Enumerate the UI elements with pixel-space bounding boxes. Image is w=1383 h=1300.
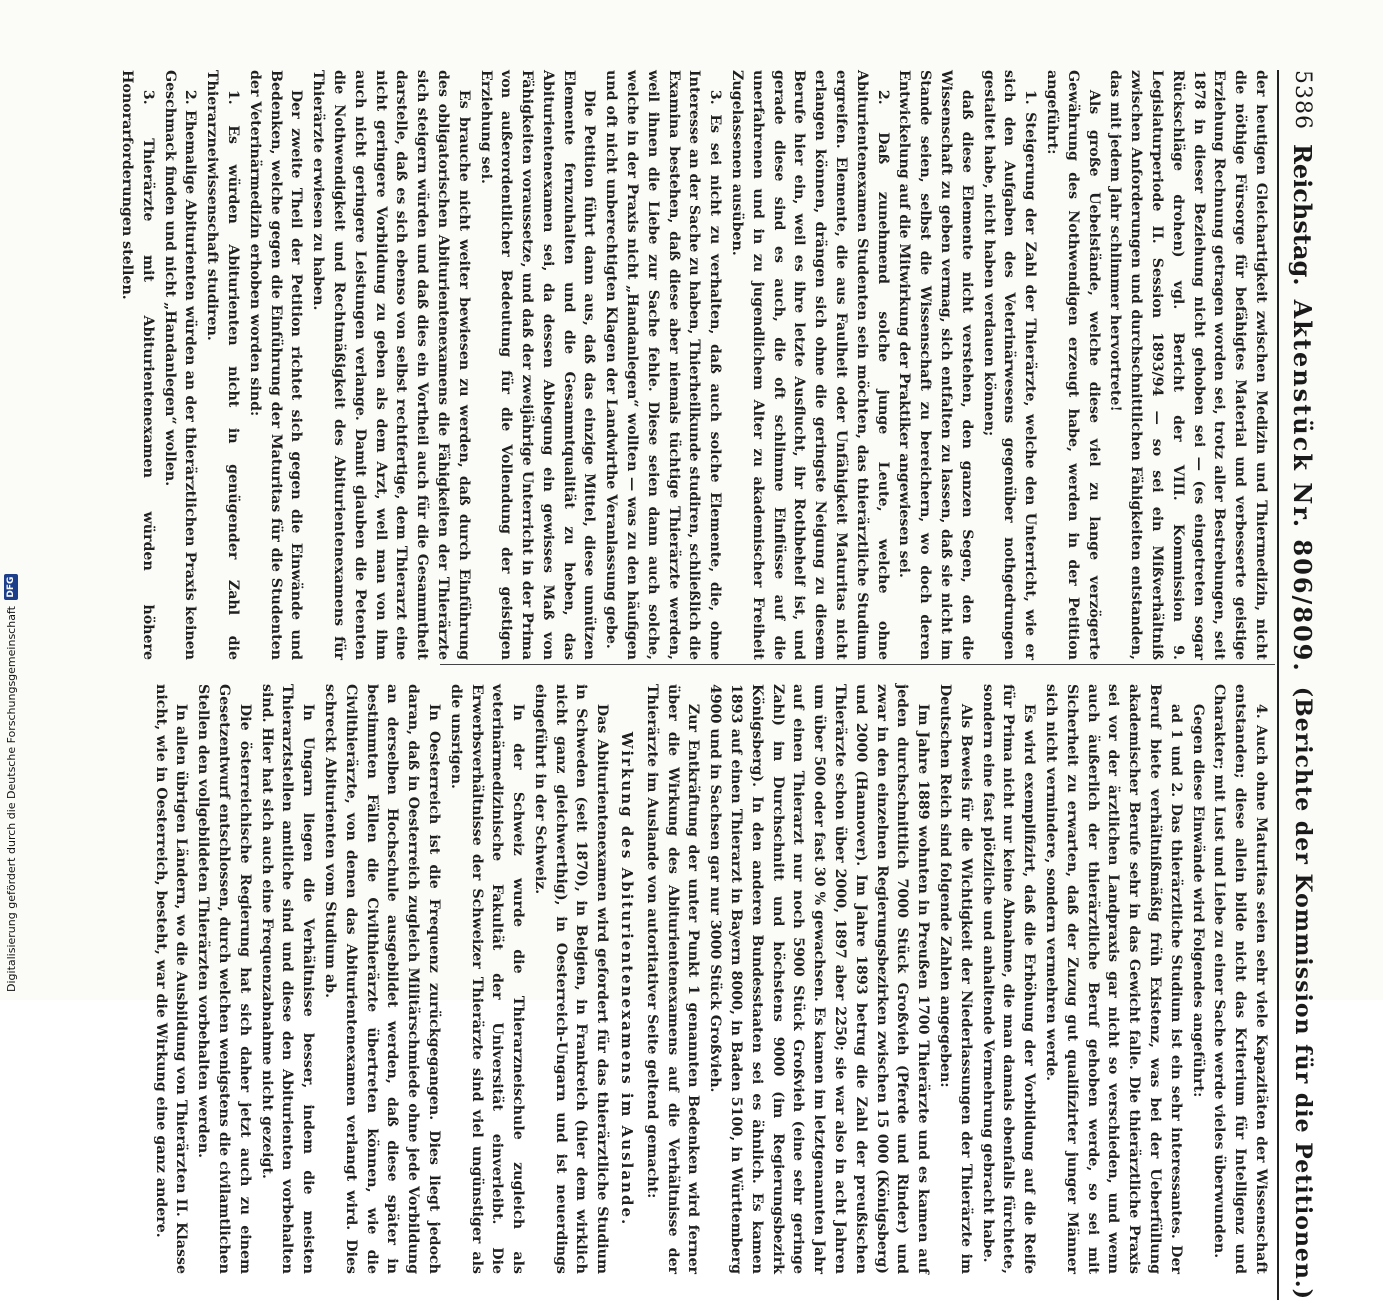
header-rule [1277, 70, 1279, 1300]
paragraph: 1. Es würden Abiturienten nicht in genügender Zahl die Thierarzneiwissenschaft studiren. [204, 70, 241, 660]
paragraph: In allen übrigen Ländern, wo die Ausbildung von Thierärzten II. Klasse nicht, wie in Oesterreich, besteht, war die Wirkung eine ganz andere. [152, 684, 190, 1274]
paragraph: 3. Thierärzte mit Abiturientenexamen würden höhere Honorarforderungen stellen. [118, 70, 156, 660]
paragraph: Das Abiturientenexamen wird gefordert für das thierärztliche Studium in Schweden (seit 1870), in Belgien, in Frankreich (hier dem wirklich nicht ganz gleichwerthig), in Oesterreich-Ungarn und ist neuerdings eingeführt in der Schweiz. [531, 684, 611, 1274]
paragraph: Es brauche nicht weiter bewiesen zu werden, daß durch Einführung des obligatorischen Abiturientenexamens die Fähigkeiten der Thierärzte sich steigern würden und daß dies ein Vortheil auch für die Gesammtheit darstelle, daß es sich ebenso von selbst rechtfertige, dem Thierarzt eine nicht geringere Vorbildung zu geben als dem Arzt, weil man von ihm auch nicht geringere Leistungen verlange. Damit glauben die Petenten die Nothwendigkeit und Rechtmäßigkeit des Abiturientenexamens für Thierärzte erwiesen zu haben. [310, 70, 472, 660]
column-divider [440, 664, 1275, 665]
paragraph: In Oesterreich ist die Frequenz zurückgegangen. Dies liegt jedoch daran, daß in Oesterreich zugleich Militärschmiede ohne jede Vorbildung an derselben Hochschule ausgebildet werden, daß diese später in bestimmten Fällen die Civilthierärzte übertreten können, wie die Civilthierärzte, von denen das Abiturientenexamen verlangt wird. Dies schreckt Abiturienten vom Studium ab. [321, 684, 442, 1274]
paragraph: daß diese Elemente nicht verstehen, den ganzen Segen, den die Wissenschaft zu geben vermag, sich entfalten zu lassen, daß sie nicht im Stande seien, selbst die Wissenschaft zu bereichern, wo doch deren Entwickelung auf die Mitwirkung der Praktiker angewiesen sei. [896, 70, 975, 660]
paragraph: Es wird exemplifizirt, daß die Erhöhung der Vorbildung auf die Reife für Prima nicht nur keine Abnahme, die man damals ebenfalls fürchtete, sondern eine fast plötzliche und anhaltende Vermehrung gebracht habe. [979, 684, 1038, 1274]
digitization-credit [4, 574, 18, 992]
section-heading: Wirkung des Abiturientenexamens im Auslande. [618, 731, 637, 1227]
credit-text: Digitalisierung gefördert durch die Deutsche Forschungsgemeinschaft [4, 606, 18, 992]
paragraph: Der zweite Theil der Petition richtet sich gegen die Einwände und Bedenken, welche gegen die Einführung der Maturitas für die Studenten der Veterinärmedizin erhoben worden sind: [246, 70, 305, 660]
paragraph: Im Jahre 1889 wohnten in Preußen 1700 Thierärzte und es kamen auf jeden durchschnittlich 7000 Stück Großvieh (Pferde und Rinder) und zwar in den einzelnen Regierungsbezirken zwischen 15 000 (Königsberg) und 2000 (Hannover). Im Jahre 1893 betrug die Zahl der preußischen Thierärzte schon über 2000, 1897 aber 2250; sie war also in acht Jahren um über 500 oder fast 30 % gewachsen. Es kamen im letztgenannten Jahr auf einen Thierarzt nur noch 5900 Stück Großvieh (eine sehr geringe Zahl) im Durchschnitt und höchstens 9000 (im Regierungsbezirk Königsberg). In den anderen Bundesstaaten sei es ähnlich. Es kamen 1893 auf einen Thierarzt in Bayern 8000, in Baden 5100, in Württemberg 4900 und in Sachsen gar nur 3000 Stück Großvieh. [707, 684, 932, 1274]
paragraph: Die Petition führt dann aus, daß das einzige Mittel, diese unnützen Elemente fernzuhalten und die Gesammtqualität zu heben, das Abiturientenexamen sei, da dessen Ablegung ein gewisses Maß von Fähigkeiten voraussetze, und daß der zweijährige Unterricht in der Prima von außerordentlicher Bedeutung für die Vollendung der geistigen Erziehung sei. [477, 70, 598, 660]
page-header [1281, 70, 1325, 1300]
dfg-logo-icon: DFG [4, 574, 18, 600]
paragraph: 1. Steigerung der Zahl der Thierärzte, welche den Unterricht, wie er sich den Aufgaben des Veterinärwesens gegenüber nothgedrungen gestaltet habe, nicht haben verdauen können; [980, 70, 1039, 660]
paragraph: 2. Ehemalige Abiturienten würden an der thierärztlichen Praxis keinen Geschmack finden und nicht „Handanlegen“ wollen. [161, 70, 199, 660]
paragraph: In Ungarn liegen die Verhältnisse besser, indem die meisten Thierarztstellen amtliche sind und diese den Abiturienten vorbehalten sind. Hier hat sich auch eine Frequenzabnahme nicht gezeigt. [258, 684, 317, 1274]
right-column [152, 684, 1271, 1274]
left-column [118, 70, 1271, 660]
paragraph: Zur Entkräftung der unter Punkt 1 genannten Bedenken wird ferner über die Wirkung des Abiturientenexamens auf die Verhältnisse der Thierärzte im Auslande von autoritativer Seite geltend gemacht: [643, 684, 702, 1274]
paragraph: ad 1 und 2. Das thierärztliche Studium ist ein sehr interessantes. Der Beruf biete verhältnißmäßig früh Existenz, was bei der Ueberfüllung akademischer Berufe sehr in das Gewicht falle. Die thierärztliche Praxis sei vor der ärztlichen Landpraxis gar nicht so verschieden, und wenn auch äußerlich der thierärztliche Beruf gehoben werde, so sei mit Sicherheit zu erwarten, daß der Zuzug gut qualifizirter junger Männer sich nicht vermindere, sondern vermehren werde. [1043, 684, 1184, 1274]
paragraph: In der Schweiz wurde die Thierarzneischule zugleich als veterinärmedizinische Fakultät der Universität einverleibt. Die Erwerbsverhältnisse der Schweizer Thierärzte sind viel ungünstiger als die unsrigen. [447, 684, 527, 1274]
paragraph: 2. Daß zunehmend solche junge Leute, welche ohne Abiturientenexamen Studenten sein möchten, das thierärztliche Studium ergreifen. Elemente, die aus Faulheit oder Unfähigkeit Maturitas nicht erlangen können, drängen sich ohne die geringste Neigung zu diesem Berufe hier ein, weil es ihre letzte Ausflucht, ihr Rothbehelf ist, und gerade diese sind es auch, die oft schlimme Einflüsse auf die unerfahrenen und in zu jugendlichem Alter zu akademischer Freiheit Zugelassenen ausüben. [729, 70, 891, 660]
paragraph: Die österreichische Regierung hat sich daher jetzt auch zu einem Gesetzentwurf entschlossen, durch welchen wenigstens die civilamtlichen Stellen den vollgebildeten Thierärzten vorbehalten werden. [195, 684, 253, 1274]
paragraph: Gegen diese Einwände wird Folgendes angeführt: [1189, 703, 1206, 1098]
header-left: Reichstag. [1288, 143, 1318, 286]
paragraph: Als Beweis für die Wichtigkeit der Niederlassungen der Thierärzte im Deutschen Reich sind folgende Zahlen angegeben: [937, 684, 974, 1274]
paragraph: 4. Auch ohne Maturitas seien sehr viele Kapazitäten der Wissenschaft entstanden; diese allein bilde nicht das Kriterium für Intelligenz und Charakter; mit Lust und Liebe zu einer Sache werde vieles überwunden. [1211, 684, 1269, 1274]
page-number: 5386 [1290, 70, 1316, 130]
header-right: (Berichte der Kommission für die Petitionen.) [1290, 686, 1316, 1300]
header-center: Aktenstück Nr. 806/809. [1288, 299, 1318, 673]
paragraph: 3. Es sei nicht zu verhalten, daß auch solche Elemente, die, ohne Interesse an der Sache zu haben, Thierheilkunde studiren, schließlich die Examina bestehen, daß diese aber niemals tüchtige Thierärzte werden, weil ihnen die Liebe zur Sache fehle. Diese seien dann auch solche, welche in der Praxis nicht „Handanlegen“ wollten — was zu den häufigen und oft nicht unberechtigten Klagen der Landwirthe Veranlassung gebe. [603, 70, 724, 660]
paragraph: Als große Uebelstände, welche diese viel zu lange verzögerte Gewährung des Nothwendigen erzeugt habe, werden in der Petition angeführt: [1044, 70, 1102, 660]
paragraph: der heutigen Gleichartigkeit zwischen Medizin und Thiermedizin, nicht die nöthige Fürsorge für befähigtes Material und verbesserte geistige Erziehung Rechnung getragen worden sei, trotz aller Bestrebungen, seit 1878 in dieser Beziehung nicht gehoben sei — (es eingetreten sogar Rückschläge drohen) vgl. Bericht der VIII. Kommission 9. Legislaturperiode II. Session 1893/94 — so sei ein Mißverhältniß zwischen Anforderungen und durchschnittlichen Fähigkeiten entstanden, das mit jedem Jahr schlimmer hervortrete! [1107, 70, 1269, 660]
